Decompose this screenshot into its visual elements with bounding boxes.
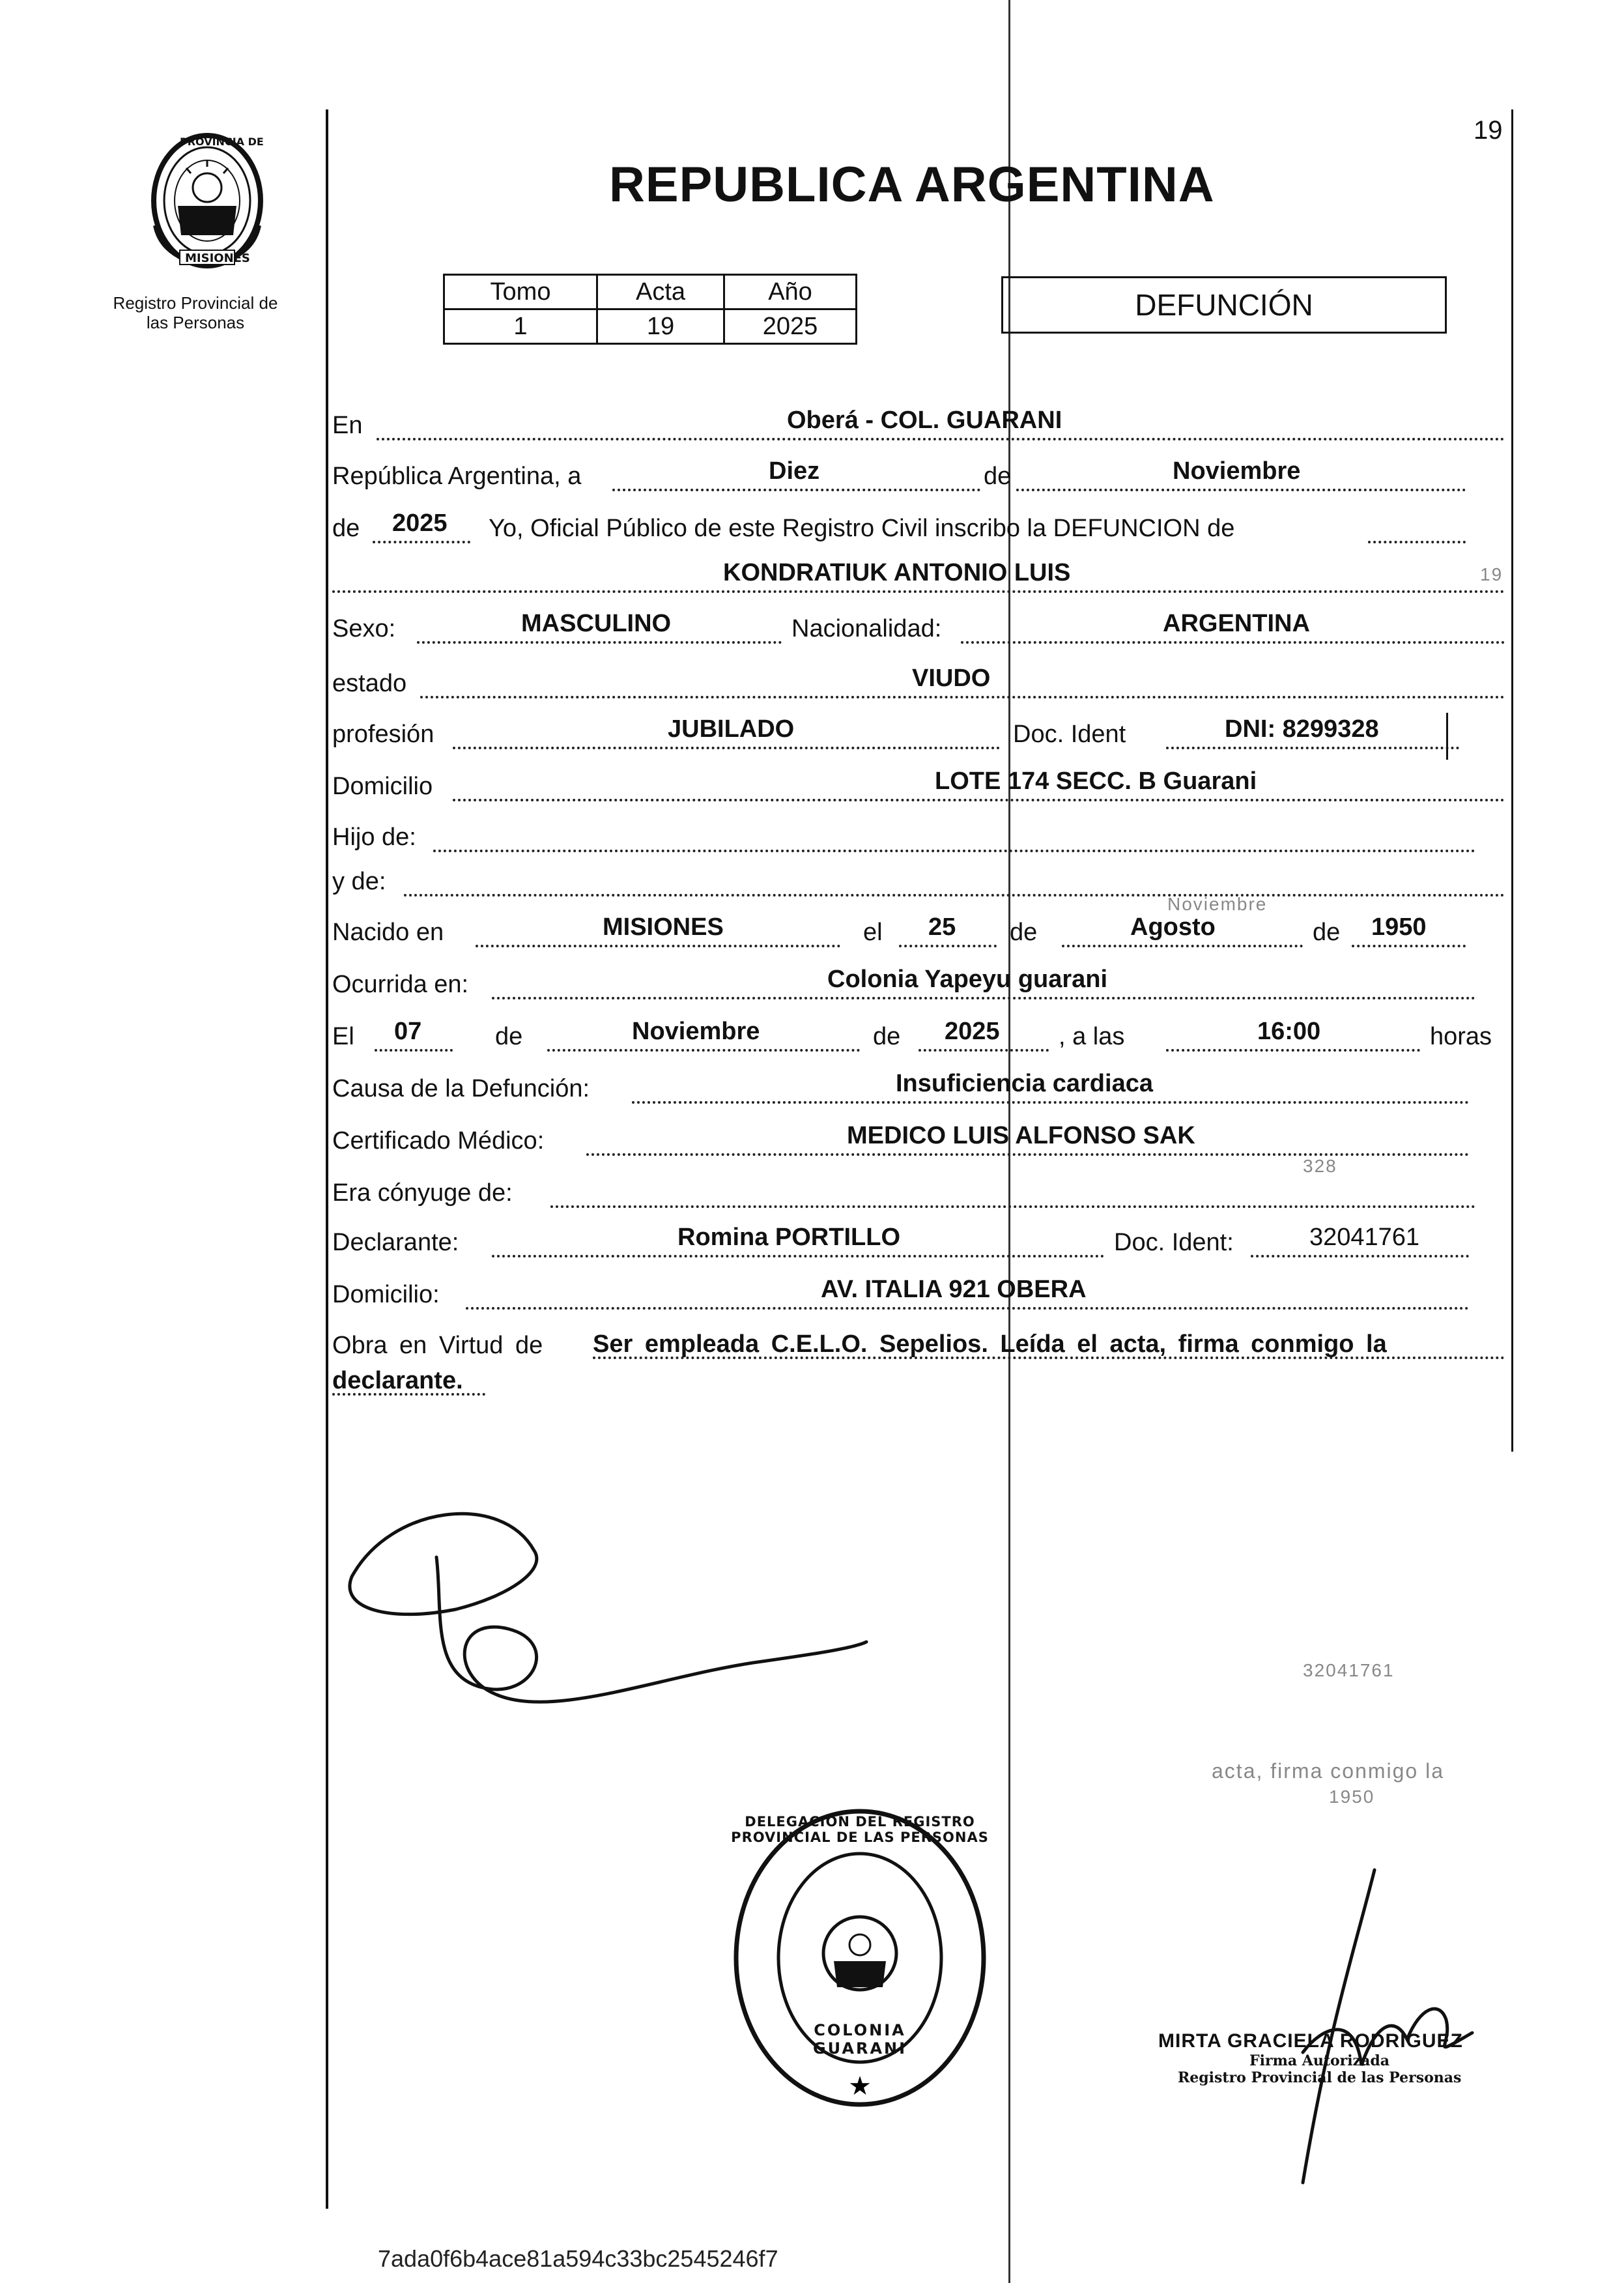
row-domicilio-decl — [332, 1272, 1505, 1311]
registry-label-line1: Registro Provincial de — [113, 293, 278, 313]
field-nacido-en — [476, 913, 840, 947]
value-mes: Noviembre — [1173, 457, 1301, 485]
row-fecha-defuncion — [332, 1014, 1505, 1053]
value-profesion: JUBILADO — [668, 715, 795, 743]
field-def-mes — [547, 1018, 860, 1052]
row-profesion — [332, 711, 1505, 751]
row-ocurrida — [332, 962, 1505, 1001]
value-causa: Insuficiencia cardiaca — [896, 1070, 1153, 1097]
value-domicilio-decl: AV. ITALIA 921 OBERA — [821, 1276, 1087, 1303]
value-domicilio: LOTE 174 SECC. B Guarani — [935, 768, 1257, 795]
official-signature — [1277, 1857, 1485, 2196]
left-margin-line — [326, 109, 328, 2209]
value-def-anio: 2025 — [945, 1018, 1000, 1045]
field-profesion — [453, 715, 1000, 749]
right-margin-line — [1511, 109, 1513, 1452]
field-certificado — [586, 1122, 1469, 1156]
ghost-firma-bleed: acta, firma conmigo la — [1212, 1759, 1445, 1783]
label-causa: Causa de la Defunción: — [332, 1075, 590, 1102]
field-sexo — [417, 610, 782, 644]
signatory-role: Firma Autorizada — [1249, 2052, 1389, 2069]
value-obra-line1: Ser empleada C.E.L.O. Sepelios. Leída el acta, firma conmigo la — [593, 1330, 1387, 1358]
dni-bracket — [1446, 713, 1448, 760]
signatory-org: Registro Provincial de las Personas — [1178, 2069, 1462, 2086]
row-causa — [332, 1066, 1505, 1105]
row-estado — [332, 661, 1505, 700]
record-type-box: DEFUNCIÓN — [1001, 276, 1447, 334]
value-obra-line2: declarante. — [332, 1367, 463, 1394]
field-mes — [1016, 457, 1466, 491]
seal-bottom-text: MISIONES — [185, 251, 250, 265]
record-header-tomo: Tomo — [444, 275, 597, 309]
value-declarante: Romina PORTILLO — [677, 1224, 900, 1251]
label-el-nac: el — [863, 919, 883, 946]
row-nombre — [332, 559, 1505, 598]
field-causa — [632, 1070, 1469, 1104]
label-oficial: Yo, Oficial Público de este Registro Civil inscribo la DEFUNCION de — [489, 515, 1235, 542]
value-dia: Diez — [769, 457, 820, 485]
ghost-noviembre: Noviembre — [1167, 894, 1268, 914]
row-nacido — [332, 910, 1505, 949]
page-number: 19 — [1474, 116, 1503, 145]
field-lugar — [377, 407, 1505, 440]
ghost-margin-19: 19 — [1480, 564, 1503, 584]
row-y-de — [332, 859, 1505, 898]
value-def-dia: 07 — [394, 1018, 422, 1045]
field-nac-anio — [1352, 913, 1466, 947]
label-domicilio-decl: Domicilio: — [332, 1281, 440, 1308]
seal-top-text: PROVINCIA DE — [180, 136, 264, 148]
field-obra-line1 — [593, 1325, 1505, 1359]
value-lugar: Oberá - COL. GUARANI — [787, 407, 1062, 434]
label-estado: estado — [332, 670, 407, 697]
value-certificado: MEDICO LUIS ALFONSO SAK — [847, 1122, 1195, 1149]
value-decl-doc: 32041761 — [1309, 1224, 1420, 1251]
label-nacionalidad: Nacionalidad: — [791, 615, 942, 642]
registry-label-line2: las Personas — [146, 313, 245, 332]
value-dni: DNI: 8299328 — [1225, 715, 1379, 743]
label-certificado: Certificado Médico: — [332, 1127, 545, 1155]
label-declarante: Declarante: — [332, 1229, 459, 1256]
value-nombre: KONDRATIUK ANTONIO LUIS — [723, 559, 1071, 586]
field-ocurrida-en — [492, 966, 1475, 999]
value-estado: VIUDO — [912, 665, 991, 692]
label-de-def-anio: de — [873, 1023, 901, 1050]
record-value-anio: 2025 — [724, 309, 857, 344]
declarant-signature — [339, 1479, 873, 1753]
field-nac-mes — [1062, 913, 1303, 947]
stamp-inner-text: COLONIA GUARANI — [812, 2021, 907, 2058]
stamp-seal-icon — [730, 1805, 990, 2111]
svg-text:★: ★ — [848, 2071, 872, 2101]
value-nac-mes: Agosto — [1130, 913, 1216, 941]
field-nombre — [332, 559, 1505, 593]
label-de-def-mes: de — [495, 1023, 523, 1050]
stamp-outer-text: DELEGACION DEL REGISTRO PROVINCIAL DE LAS PERSONAS — [731, 1814, 989, 1845]
value-nacido-en: MISIONES — [603, 913, 724, 941]
label-y-de: y de: — [332, 868, 386, 895]
label-profesion: profesión — [332, 721, 434, 748]
delegation-stamp — [730, 1805, 990, 2111]
row-sexo — [332, 610, 1505, 649]
ghost-anio-bleed: 1950 — [1329, 1787, 1375, 1807]
ghost-dni-bleed: 328 — [1303, 1156, 1337, 1176]
row-domicilio — [332, 764, 1505, 803]
field-oficial-tail — [1368, 510, 1466, 543]
value-nac-anio: 1950 — [1371, 913, 1427, 941]
label-de-nac-anio: de — [1313, 919, 1341, 946]
row-hijo-de — [332, 814, 1505, 854]
field-domicilio — [453, 768, 1505, 801]
label-de-mes: de — [984, 463, 1012, 490]
field-def-dia — [375, 1018, 453, 1052]
label-en: En — [332, 412, 363, 439]
value-nacionalidad: ARGENTINA — [1163, 610, 1310, 637]
signatory-block — [1158, 2030, 1523, 2086]
provincial-seal — [142, 128, 272, 278]
label-domicilio: Domicilio — [332, 773, 433, 800]
field-declarante — [492, 1224, 1104, 1257]
field-obra-line2 — [332, 1362, 485, 1396]
value-def-mes: Noviembre — [632, 1018, 760, 1045]
label-republica: República Argentina, a — [332, 463, 582, 490]
row-declarante — [332, 1220, 1505, 1259]
record-header-acta: Acta — [597, 275, 724, 309]
label-obra: Obra en Virtud de — [332, 1332, 543, 1359]
field-estado — [420, 665, 1505, 698]
document-hash: 7ada0f6b4ace81a594c33bc2545246f7 — [378, 2245, 778, 2272]
record-value-acta: 19 — [597, 309, 724, 344]
field-decl-doc — [1251, 1224, 1469, 1257]
record-table — [443, 274, 857, 345]
value-anio: 2025 — [392, 510, 448, 537]
field-hijo-de — [433, 818, 1475, 852]
field-nacionalidad — [961, 610, 1505, 644]
label-doc-ident: Doc. Ident — [1013, 721, 1126, 748]
field-nac-dia — [899, 913, 997, 947]
row-obra — [332, 1325, 1505, 1410]
field-def-anio — [919, 1018, 1049, 1052]
declarant-signature-icon — [339, 1479, 873, 1753]
field-anio — [373, 510, 470, 543]
field-dni — [1166, 715, 1459, 749]
record-header-anio: Año — [724, 275, 857, 309]
registry-label — [78, 293, 313, 332]
label-nacido-en: Nacido en — [332, 919, 444, 946]
document-title: REPUBLICA ARGENTINA — [609, 157, 1215, 212]
signatory-name: MIRTA GRACIELA RODRIGUEZ — [1158, 2030, 1463, 2052]
field-conyuge — [550, 1174, 1475, 1208]
record-value-tomo: 1 — [444, 309, 597, 344]
field-dia — [612, 457, 980, 491]
ghost-decl-bleed: 32041761 — [1303, 1660, 1395, 1680]
value-nac-dia: 25 — [928, 913, 956, 941]
value-hora: 16:00 — [1257, 1018, 1321, 1045]
label-de-nac-mes: de — [1010, 919, 1038, 946]
label-horas: horas — [1430, 1023, 1492, 1050]
label-de-anio: de — [332, 515, 360, 542]
label-ocurrida-en: Ocurrida en: — [332, 971, 469, 998]
row-conyuge — [332, 1170, 1505, 1209]
row-certificado — [332, 1118, 1505, 1157]
field-domicilio-decl — [466, 1276, 1469, 1310]
value-sexo: MASCULINO — [521, 610, 672, 637]
field-hora — [1166, 1018, 1420, 1052]
label-el-def: El — [332, 1023, 354, 1050]
label-doc-ident-decl: Doc. Ident: — [1114, 1229, 1234, 1256]
label-hijo-de: Hijo de: — [332, 824, 416, 851]
official-signature-icon — [1277, 1857, 1485, 2196]
label-sexo: Sexo: — [332, 615, 396, 642]
row-oficial — [332, 510, 1505, 549]
row-fecha — [332, 457, 1505, 496]
value-ocurrida-en: Colonia Yapeyu guarani — [827, 966, 1108, 993]
label-conyuge: Era cónyuge de: — [332, 1179, 513, 1207]
row-lugar — [332, 407, 1505, 446]
label-a-las: , a las — [1059, 1023, 1125, 1050]
field-y-de — [404, 863, 1505, 897]
